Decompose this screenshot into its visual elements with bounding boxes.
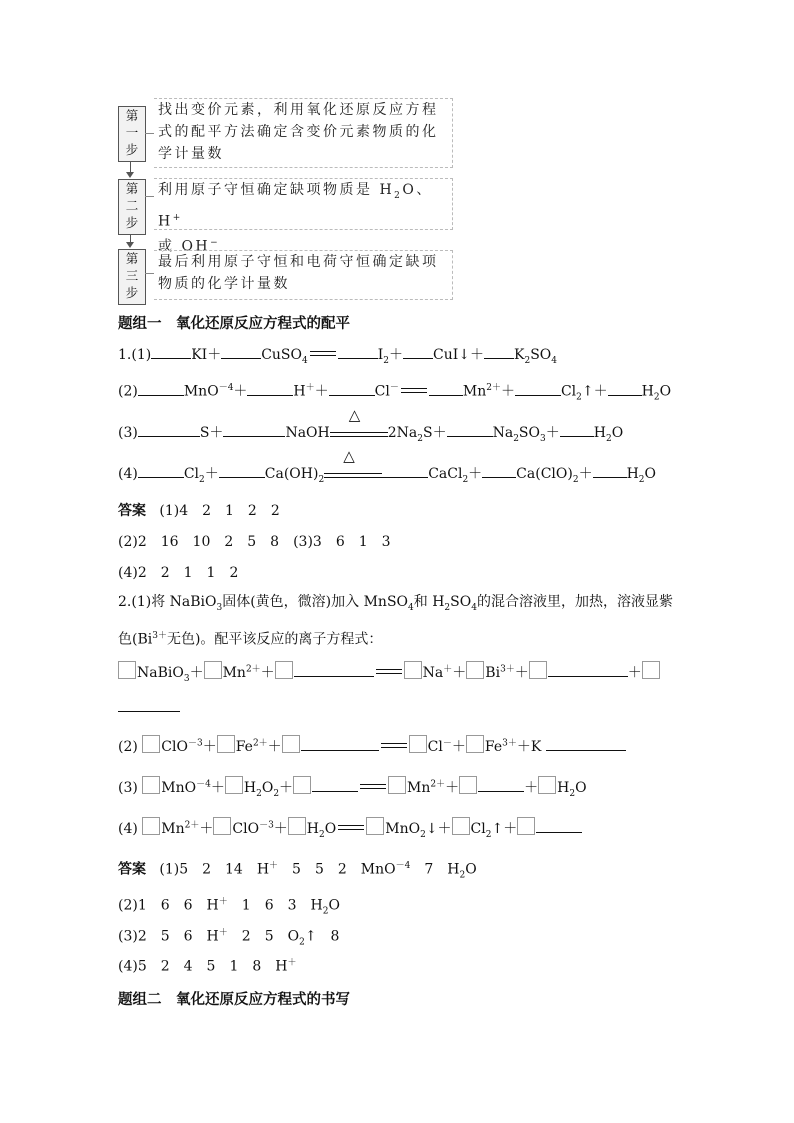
step2-char: 步	[125, 215, 139, 230]
blank[interactable]	[138, 422, 200, 437]
sub: 4	[471, 602, 477, 613]
answer-box[interactable]	[642, 661, 660, 679]
sub: 2	[485, 829, 492, 840]
answer-text: O	[465, 861, 477, 878]
sub: 2	[318, 474, 325, 485]
sub: 2	[653, 392, 660, 403]
formula: SO	[530, 347, 552, 363]
sub: 2	[459, 870, 466, 881]
formula: ClO	[161, 739, 188, 755]
blank[interactable]	[546, 736, 626, 751]
q1-line2	[118, 380, 671, 402]
equals-sign	[310, 351, 336, 356]
sub: 2	[299, 937, 305, 948]
formula: ＋K	[516, 739, 542, 755]
step2-box	[118, 179, 146, 235]
answer-box[interactable]	[142, 776, 160, 794]
plus: ＋	[514, 665, 529, 681]
sub: 4	[302, 355, 308, 366]
sub: 2	[576, 392, 582, 403]
q1-num: 1.(1)	[118, 347, 152, 363]
formula: O	[324, 821, 337, 837]
answer-box[interactable]	[118, 661, 136, 679]
sub: 2	[462, 474, 469, 485]
arrow-head-icon	[126, 242, 134, 248]
formula: S＋	[199, 425, 224, 441]
step1-char: 一	[125, 125, 139, 140]
sup: －3	[259, 820, 274, 831]
blank[interactable]	[608, 381, 642, 396]
plus: ＋	[202, 739, 217, 755]
step2-sup-minus: −	[210, 238, 221, 249]
heating-equals	[324, 447, 382, 478]
plus: ＋	[233, 383, 248, 400]
formula: O	[575, 780, 587, 796]
formula: Mn	[222, 665, 246, 681]
answer-box[interactable]	[217, 735, 235, 753]
formula: Mn	[161, 821, 185, 837]
blank[interactable]	[221, 344, 261, 359]
formula: Ca(ClO)	[516, 466, 573, 482]
sup: ＋	[287, 958, 297, 968]
step2-sup: +	[172, 212, 183, 223]
q-num: (3)	[118, 425, 138, 441]
formula: Fe	[235, 739, 253, 755]
answer-text: 2 5 O	[227, 928, 300, 945]
step2-char: 二	[125, 198, 139, 213]
step2-text	[154, 178, 453, 256]
heat-triangle-icon: △	[343, 447, 355, 465]
formula: SO	[518, 425, 540, 441]
formula: Ca(OH)	[264, 466, 319, 482]
step1-char: 步	[125, 142, 139, 157]
step3-char: 第	[125, 251, 139, 266]
blank[interactable]	[151, 344, 191, 359]
answer-text: O	[328, 897, 340, 914]
sub: 3	[183, 673, 190, 684]
group1-title: 题组一 氧化还原反应方程式的配平	[118, 315, 350, 332]
sub: 4	[551, 355, 558, 366]
q2-eq2	[118, 735, 626, 756]
sup: 2＋	[430, 779, 446, 790]
formula: NaOH	[285, 425, 330, 441]
answer1-line2: (2)2 16 10 2 5 8 (3)3 6 1 3	[118, 534, 391, 550]
blank[interactable]	[560, 422, 594, 437]
heat-triangle-icon: △	[348, 406, 361, 424]
formula: H	[641, 383, 654, 400]
blank[interactable]	[219, 463, 265, 478]
sub: 3	[216, 602, 223, 613]
formula: KI＋	[191, 347, 222, 363]
blank[interactable]	[515, 381, 561, 396]
sub: 2	[605, 433, 612, 444]
sup: 2＋	[184, 820, 200, 831]
sub: 2	[322, 906, 329, 917]
q2-eq3	[118, 776, 587, 799]
plus: ＋	[267, 739, 282, 755]
answer2-line1	[118, 858, 477, 880]
formula: H	[626, 466, 639, 482]
formula: ↑＋	[581, 383, 608, 400]
blank[interactable]	[429, 381, 463, 396]
answer-box[interactable]	[517, 817, 535, 835]
formula: O	[644, 466, 656, 482]
sup: －4	[218, 383, 234, 393]
sup: ＋	[305, 383, 315, 393]
equals-sign	[360, 784, 386, 789]
formula: Mn	[407, 780, 431, 796]
plus: ＋	[578, 466, 593, 482]
step3-char: 步	[125, 285, 139, 300]
q2-intro	[118, 588, 678, 653]
answer-box[interactable]	[225, 776, 243, 794]
blank[interactable]	[338, 344, 378, 359]
formula: MnO	[183, 383, 219, 400]
formula: H	[593, 425, 606, 441]
plus: ＋	[389, 347, 403, 363]
sub: 2	[383, 355, 389, 366]
sup: 3＋	[500, 664, 515, 675]
sup: －3	[187, 738, 203, 749]
answer-box[interactable]	[388, 776, 406, 794]
blank[interactable]	[482, 463, 516, 478]
sup: －4	[196, 779, 211, 790]
step1-char: 第	[125, 108, 139, 123]
group2-title: 题组二 氧化还原反应方程式的书写	[118, 991, 350, 1008]
text: 固体(黄色，微溶)加入 MnSO	[222, 594, 409, 610]
formula: NaBiO	[137, 665, 184, 681]
formula: I	[377, 347, 384, 363]
answer-text: (1)5 2 14 H	[159, 861, 270, 878]
step3-box	[118, 249, 146, 305]
formula: S＋	[422, 425, 447, 441]
blank[interactable]	[536, 818, 582, 833]
plus: ＋	[260, 665, 275, 681]
answer-text: (1)4 2 1 2 2	[159, 503, 280, 519]
q1-line1	[118, 344, 557, 366]
blank[interactable]	[447, 422, 493, 437]
formula: O	[659, 383, 672, 400]
blank[interactable]	[223, 422, 285, 437]
plus: ＋	[524, 780, 539, 796]
sub: 2	[199, 474, 205, 485]
sub: 2	[513, 433, 519, 444]
blank[interactable]	[138, 463, 184, 478]
formula: Cl	[470, 821, 486, 837]
text: 和 H	[413, 594, 445, 610]
sub: 2	[273, 788, 280, 799]
step2-char: 第	[125, 181, 139, 196]
equals-sign	[401, 388, 427, 393]
step1-text: 找出变价元素，利用氧化还原反应方程式的配平方法确定含变价元素物质的化学计量数	[154, 98, 453, 168]
sup: －	[442, 738, 452, 749]
blank[interactable]	[294, 662, 374, 677]
step1-box	[118, 106, 146, 162]
formula: CuSO	[261, 347, 302, 363]
formula: Cl	[427, 739, 443, 755]
answer2-line4	[118, 955, 297, 976]
plus: ＋	[627, 665, 642, 681]
sub: 3	[540, 433, 546, 444]
text: 无色)。配平该反应的离子方程式：	[166, 631, 383, 648]
answer2-line3	[118, 925, 339, 947]
plus: ＋	[545, 425, 560, 441]
q1-line3	[118, 406, 624, 444]
plus: ＋	[452, 665, 467, 681]
equals-sign	[381, 743, 407, 748]
formula: Cl	[560, 383, 577, 400]
blank[interactable]	[403, 344, 433, 359]
answer-box[interactable]	[366, 817, 384, 835]
sub: 2	[256, 788, 262, 799]
sup: －	[389, 383, 399, 393]
answer-box[interactable]	[282, 735, 300, 753]
answer-text: ↑ 8	[304, 928, 340, 945]
sub: 2	[524, 355, 531, 366]
sup: ＋	[218, 897, 228, 907]
q-num: (2)	[118, 383, 138, 400]
blank[interactable]	[382, 463, 428, 478]
formula: ClO	[232, 821, 260, 837]
heating-equals	[330, 406, 388, 437]
step1-connector	[145, 133, 154, 134]
arrow-head-icon	[126, 172, 134, 178]
step2-text-a: 利用原子守恒确定缺项物质是 H	[158, 182, 395, 198]
answer-text: (2)1 6 6 H	[118, 897, 219, 914]
step2-connector	[145, 196, 154, 197]
blank[interactable]	[484, 344, 514, 359]
q2-eq1	[118, 661, 661, 684]
blank[interactable]	[138, 381, 184, 396]
answer-box[interactable]	[529, 661, 547, 679]
text: 的混合溶液里，加热，溶液显紫色(Bi	[118, 594, 673, 648]
q-num: (4)	[118, 821, 138, 837]
q-num: (3)	[118, 780, 138, 796]
sub: 2	[444, 602, 451, 613]
sub: 2	[420, 829, 426, 840]
answer-box[interactable]	[293, 776, 311, 794]
plus: ＋	[199, 821, 214, 837]
step2-text-b: O、H	[158, 182, 433, 230]
plus: ＋	[445, 780, 460, 796]
sub: 2	[319, 829, 325, 840]
plus: ＋	[273, 821, 288, 837]
equals-bar	[324, 473, 382, 478]
answer-box[interactable]	[213, 817, 231, 835]
answer-box[interactable]	[538, 776, 556, 794]
equals-sign	[338, 825, 364, 830]
blank[interactable]	[329, 381, 375, 396]
answer-box[interactable]	[142, 735, 160, 753]
answer2-line2	[118, 894, 340, 916]
q1-line4	[118, 447, 656, 485]
sub: 2	[569, 788, 576, 799]
sup: 2＋	[486, 383, 501, 393]
sup: 2＋	[252, 738, 268, 749]
text: SO	[450, 594, 472, 610]
answer-text: (4)5 2 4 5 1 8 H	[118, 958, 288, 975]
answer-box[interactable]	[452, 817, 470, 835]
formula: CuI↓＋	[433, 347, 484, 363]
plus: ＋	[279, 780, 294, 796]
equals-sign	[376, 669, 402, 674]
sup: ＋	[443, 664, 453, 675]
sup: ＋	[218, 928, 228, 938]
answer-box[interactable]	[288, 817, 306, 835]
answer-label: 答案	[118, 503, 146, 519]
q2-eq4	[118, 817, 582, 840]
answer-label: 答案	[118, 861, 146, 878]
blank[interactable]	[247, 381, 293, 396]
answer-box[interactable]	[204, 661, 222, 679]
answer-box[interactable]	[466, 661, 484, 679]
sup: ＋	[269, 861, 279, 871]
blank[interactable]	[548, 662, 628, 677]
answer1-line3: (4)2 2 1 1 2	[118, 565, 239, 581]
formula: CaCl	[428, 466, 463, 482]
blank[interactable]	[301, 736, 379, 751]
step3-connector	[145, 273, 154, 274]
formula: Cl	[183, 466, 200, 482]
plus: ＋	[314, 383, 329, 400]
sup: 3＋	[502, 738, 517, 749]
formula: 2Na	[387, 425, 418, 441]
formula: O	[611, 425, 624, 441]
formula: Na	[492, 425, 514, 441]
blank[interactable]	[478, 777, 524, 792]
answer-box[interactable]	[142, 817, 160, 835]
q2-eq1-cont	[118, 697, 180, 716]
formula: H	[243, 780, 257, 796]
plus: ＋	[210, 780, 225, 796]
formula: O	[261, 780, 274, 796]
formula: Cl	[374, 383, 390, 400]
blank[interactable]	[593, 463, 627, 478]
answer-box[interactable]	[275, 661, 293, 679]
sub: 2	[417, 433, 423, 444]
sub: 2	[638, 474, 645, 485]
formula: ↑＋	[491, 821, 518, 837]
formula: H	[306, 821, 320, 837]
answer-text: (3)2 5 6 H	[118, 928, 219, 945]
answer-box[interactable]	[466, 735, 484, 753]
step3-char: 三	[125, 268, 139, 283]
plus: ＋	[468, 466, 483, 482]
answer-text: 5 5 2 MnO	[278, 861, 396, 878]
formula: H	[293, 383, 306, 400]
sup: 3＋	[152, 630, 167, 641]
answer-box[interactable]	[409, 735, 427, 753]
formula: Fe	[484, 739, 503, 755]
plus: ＋	[500, 383, 515, 400]
answer-text: 7 H	[410, 861, 460, 878]
sup: －4	[395, 861, 411, 871]
formula: H	[557, 780, 570, 796]
blank[interactable]	[118, 697, 180, 712]
plus: ＋	[189, 665, 204, 681]
formula: ↓＋	[425, 821, 452, 837]
formula: MnO	[385, 821, 421, 837]
equals-bar	[330, 432, 388, 437]
q-num: (4)	[118, 466, 138, 482]
answer-text: 1 6 3 H	[227, 897, 323, 914]
answer-box[interactable]	[459, 776, 477, 794]
step3-text: 最后利用原子守恒和电荷守恒确定缺项物质的化学计量数	[154, 250, 453, 300]
text: 2.(1)将 NaBiO	[118, 594, 217, 610]
formula: Na	[422, 665, 444, 681]
answer1-line1	[118, 500, 280, 520]
answer-box[interactable]	[404, 661, 422, 679]
sup: 2＋	[245, 664, 261, 675]
plus: ＋	[204, 466, 219, 482]
q-num: (2)	[118, 739, 138, 755]
formula: K	[514, 347, 525, 363]
formula: MnO	[161, 780, 197, 796]
formula: Mn	[462, 383, 487, 400]
formula: Bi	[485, 665, 501, 681]
sub: 2	[572, 474, 579, 485]
step2-sub: 2	[394, 190, 403, 201]
step2-text-c: 或 OH	[158, 239, 211, 256]
blank[interactable]	[312, 777, 358, 792]
sub: 4	[408, 602, 414, 613]
plus: ＋	[451, 739, 466, 755]
